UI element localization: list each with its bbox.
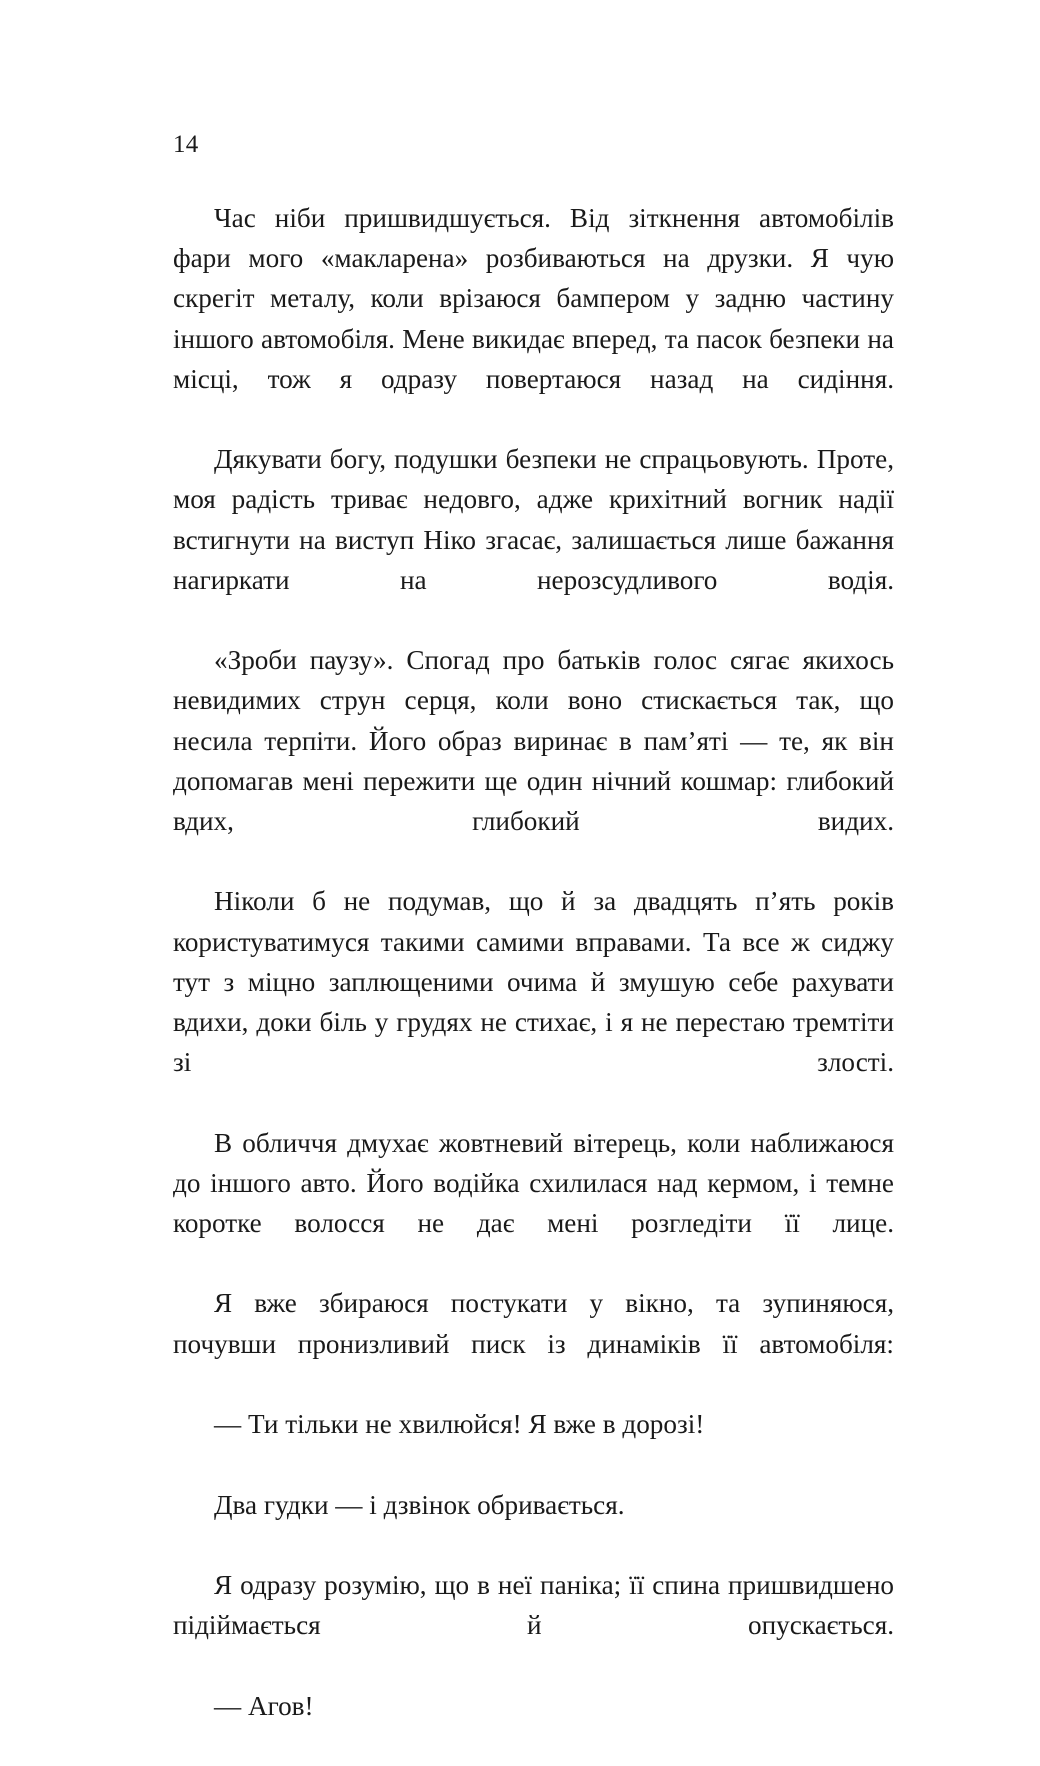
paragraph: Ніколи б не подумав, що й за двадцять п’ять років користуватимуся такими самими вправами. Та все ж сиджу тут з міцно заплющеними очима й змушую себе рахувати вдихи, доки біль у грудях не стихає, і я не перестаю тремтіти зі злості. [173,886,894,1078]
dialogue-line: — Ти тільки не хвилюйся! Я вже в дорозі! [214,1409,705,1440]
paragraph: Дякувати богу, подушки безпеки не спрацьовують. Проте, моя радість триває недовго, адже крихітний вогник надії встигнути на виступ Ніко згасає, залишається лише бажання нагиркати на нерозсудливого водія. [173,444,894,595]
dialogue-line: — Агов! [214,1690,314,1721]
body-text-block [173,198,894,1766]
paragraph: Два гудки — і дзвінок обривається. [214,1489,625,1520]
page-number: 14 [173,131,199,158]
paragraph: В обличчя дмухає жовтневий вітерець, коли наближаюся до іншого авто. Його водійка схилилася над кермом, і темне коротке волосся не дає мені розгледіти її лице. [173,1127,894,1239]
paragraph: «Зроби паузу». Спогад про батьків голос сягає якихось невидимих струн серця, коли воно стискається так, що несила терпіти. Його образ виринає в пам’яті — те, як він допомагав мені пережити ще один нічний кошмар: глибокий вдих, глибокий видих. [173,645,894,837]
paragraph: Час ніби пришвидшується. Від зіткнення автомобілів фари мого «макларена» розбиваються на друзки. Я чую скрегіт металу, коли врізаюся бампером у задню частину іншого автомобіля. Мене викидає вперед, та пасок безпеки на місці, тож я одразу повертаюся назад на сидіння. [173,203,894,394]
paragraph: Я вже збираюся постукати у вікно, та зупиняюся, почувши пронизливий писк із динаміків її автомобіля: [173,1288,894,1359]
paragraph: Я одразу розумію, що в неї паніка; її спина пришвидшено підіймається й опускається. [173,1569,894,1641]
